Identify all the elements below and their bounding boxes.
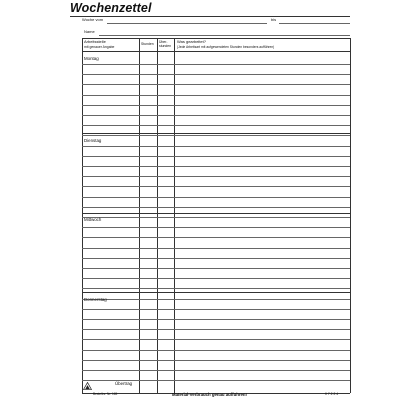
table-row-line[interactable]	[82, 370, 350, 371]
table-row-line[interactable]	[82, 207, 350, 208]
table-top-border	[82, 38, 350, 39]
table-row-line[interactable]	[82, 350, 350, 351]
table-row-line[interactable]	[82, 105, 350, 106]
table-row-line[interactable]	[82, 217, 350, 218]
table-row-line[interactable]	[82, 299, 350, 300]
table-row-line[interactable]	[82, 64, 350, 65]
day-label-thursday: Donnerstag	[84, 297, 107, 302]
form-title: Wochenzettel	[70, 1, 152, 15]
table-row-line[interactable]	[82, 156, 350, 157]
to-label: bis	[271, 17, 277, 22]
title-underline	[70, 16, 350, 17]
table-row-line[interactable]	[82, 268, 350, 269]
table-row-line[interactable]	[82, 339, 350, 340]
name-label: Name	[84, 29, 95, 34]
col-header-site-line1: Arbeitsstelle	[84, 39, 106, 44]
col-header-hours: Stunden	[141, 42, 154, 46]
col-header-overtime	[159, 40, 171, 48]
table-row-line[interactable]	[82, 84, 350, 85]
table-row-line[interactable]	[82, 135, 350, 136]
table-row-line[interactable]	[82, 74, 350, 75]
table-row-line[interactable]	[82, 319, 350, 320]
publisher-logo-icon	[83, 382, 92, 390]
table-row-line[interactable]	[82, 248, 350, 249]
table-row-line[interactable]	[82, 95, 350, 96]
material-note: Material-Verbrauch genau aufführen!	[172, 392, 247, 397]
publisher-text: Bestellnr. Nr. 165	[93, 392, 118, 396]
col-header-work	[177, 40, 274, 49]
col-header-work-line1: Was gearbeitet?	[177, 39, 206, 44]
table-row-line[interactable]	[82, 125, 350, 126]
table-row-line[interactable]	[82, 258, 350, 259]
day-label-tuesday: Dienstag	[84, 138, 102, 143]
day-label-monday: Montag	[84, 56, 99, 61]
to-field[interactable]	[279, 23, 350, 24]
table-row-line[interactable]	[82, 197, 350, 198]
table-row-line[interactable]	[82, 115, 350, 116]
table-row-line[interactable]	[82, 329, 350, 330]
form-code: 0 7 2 2 4	[325, 392, 339, 396]
table-right-border	[350, 38, 351, 393]
day-section-separator	[82, 292, 350, 293]
table-row-line[interactable]	[82, 176, 350, 177]
col-header-work-line2: (Jede Arbeitsart mit aufgewendeten Stunden besonders aufführen)	[177, 44, 275, 49]
col-header-site-line2: mit genauer Angabe	[84, 44, 115, 49]
table-row-line[interactable]	[82, 166, 350, 167]
carry-over-label: Übertrag	[115, 381, 133, 386]
table-row-line[interactable]	[82, 146, 350, 147]
week-label: Woche vom	[82, 17, 104, 22]
day-label-wednesday: Mittwoch	[84, 217, 102, 222]
week-field[interactable]	[107, 23, 267, 24]
name-field[interactable]	[99, 35, 350, 36]
table-row-line[interactable]	[82, 237, 350, 238]
col-header-site	[84, 40, 114, 49]
timesheet-form	[57, 0, 351, 400]
table-row-line[interactable]	[82, 186, 350, 187]
day-section-separator	[82, 213, 350, 214]
day-section-separator	[82, 133, 350, 134]
table-row-line[interactable]	[82, 288, 350, 289]
col-header-overtime-line1: Über-	[159, 40, 168, 44]
table-row-line[interactable]	[82, 309, 350, 310]
table-row-line[interactable]	[82, 360, 350, 361]
table-row-line[interactable]	[82, 227, 350, 228]
table-row-line[interactable]	[82, 278, 350, 279]
col-header-overtime-line2: stunden	[159, 44, 172, 48]
table-header-bottom-border	[82, 51, 350, 52]
